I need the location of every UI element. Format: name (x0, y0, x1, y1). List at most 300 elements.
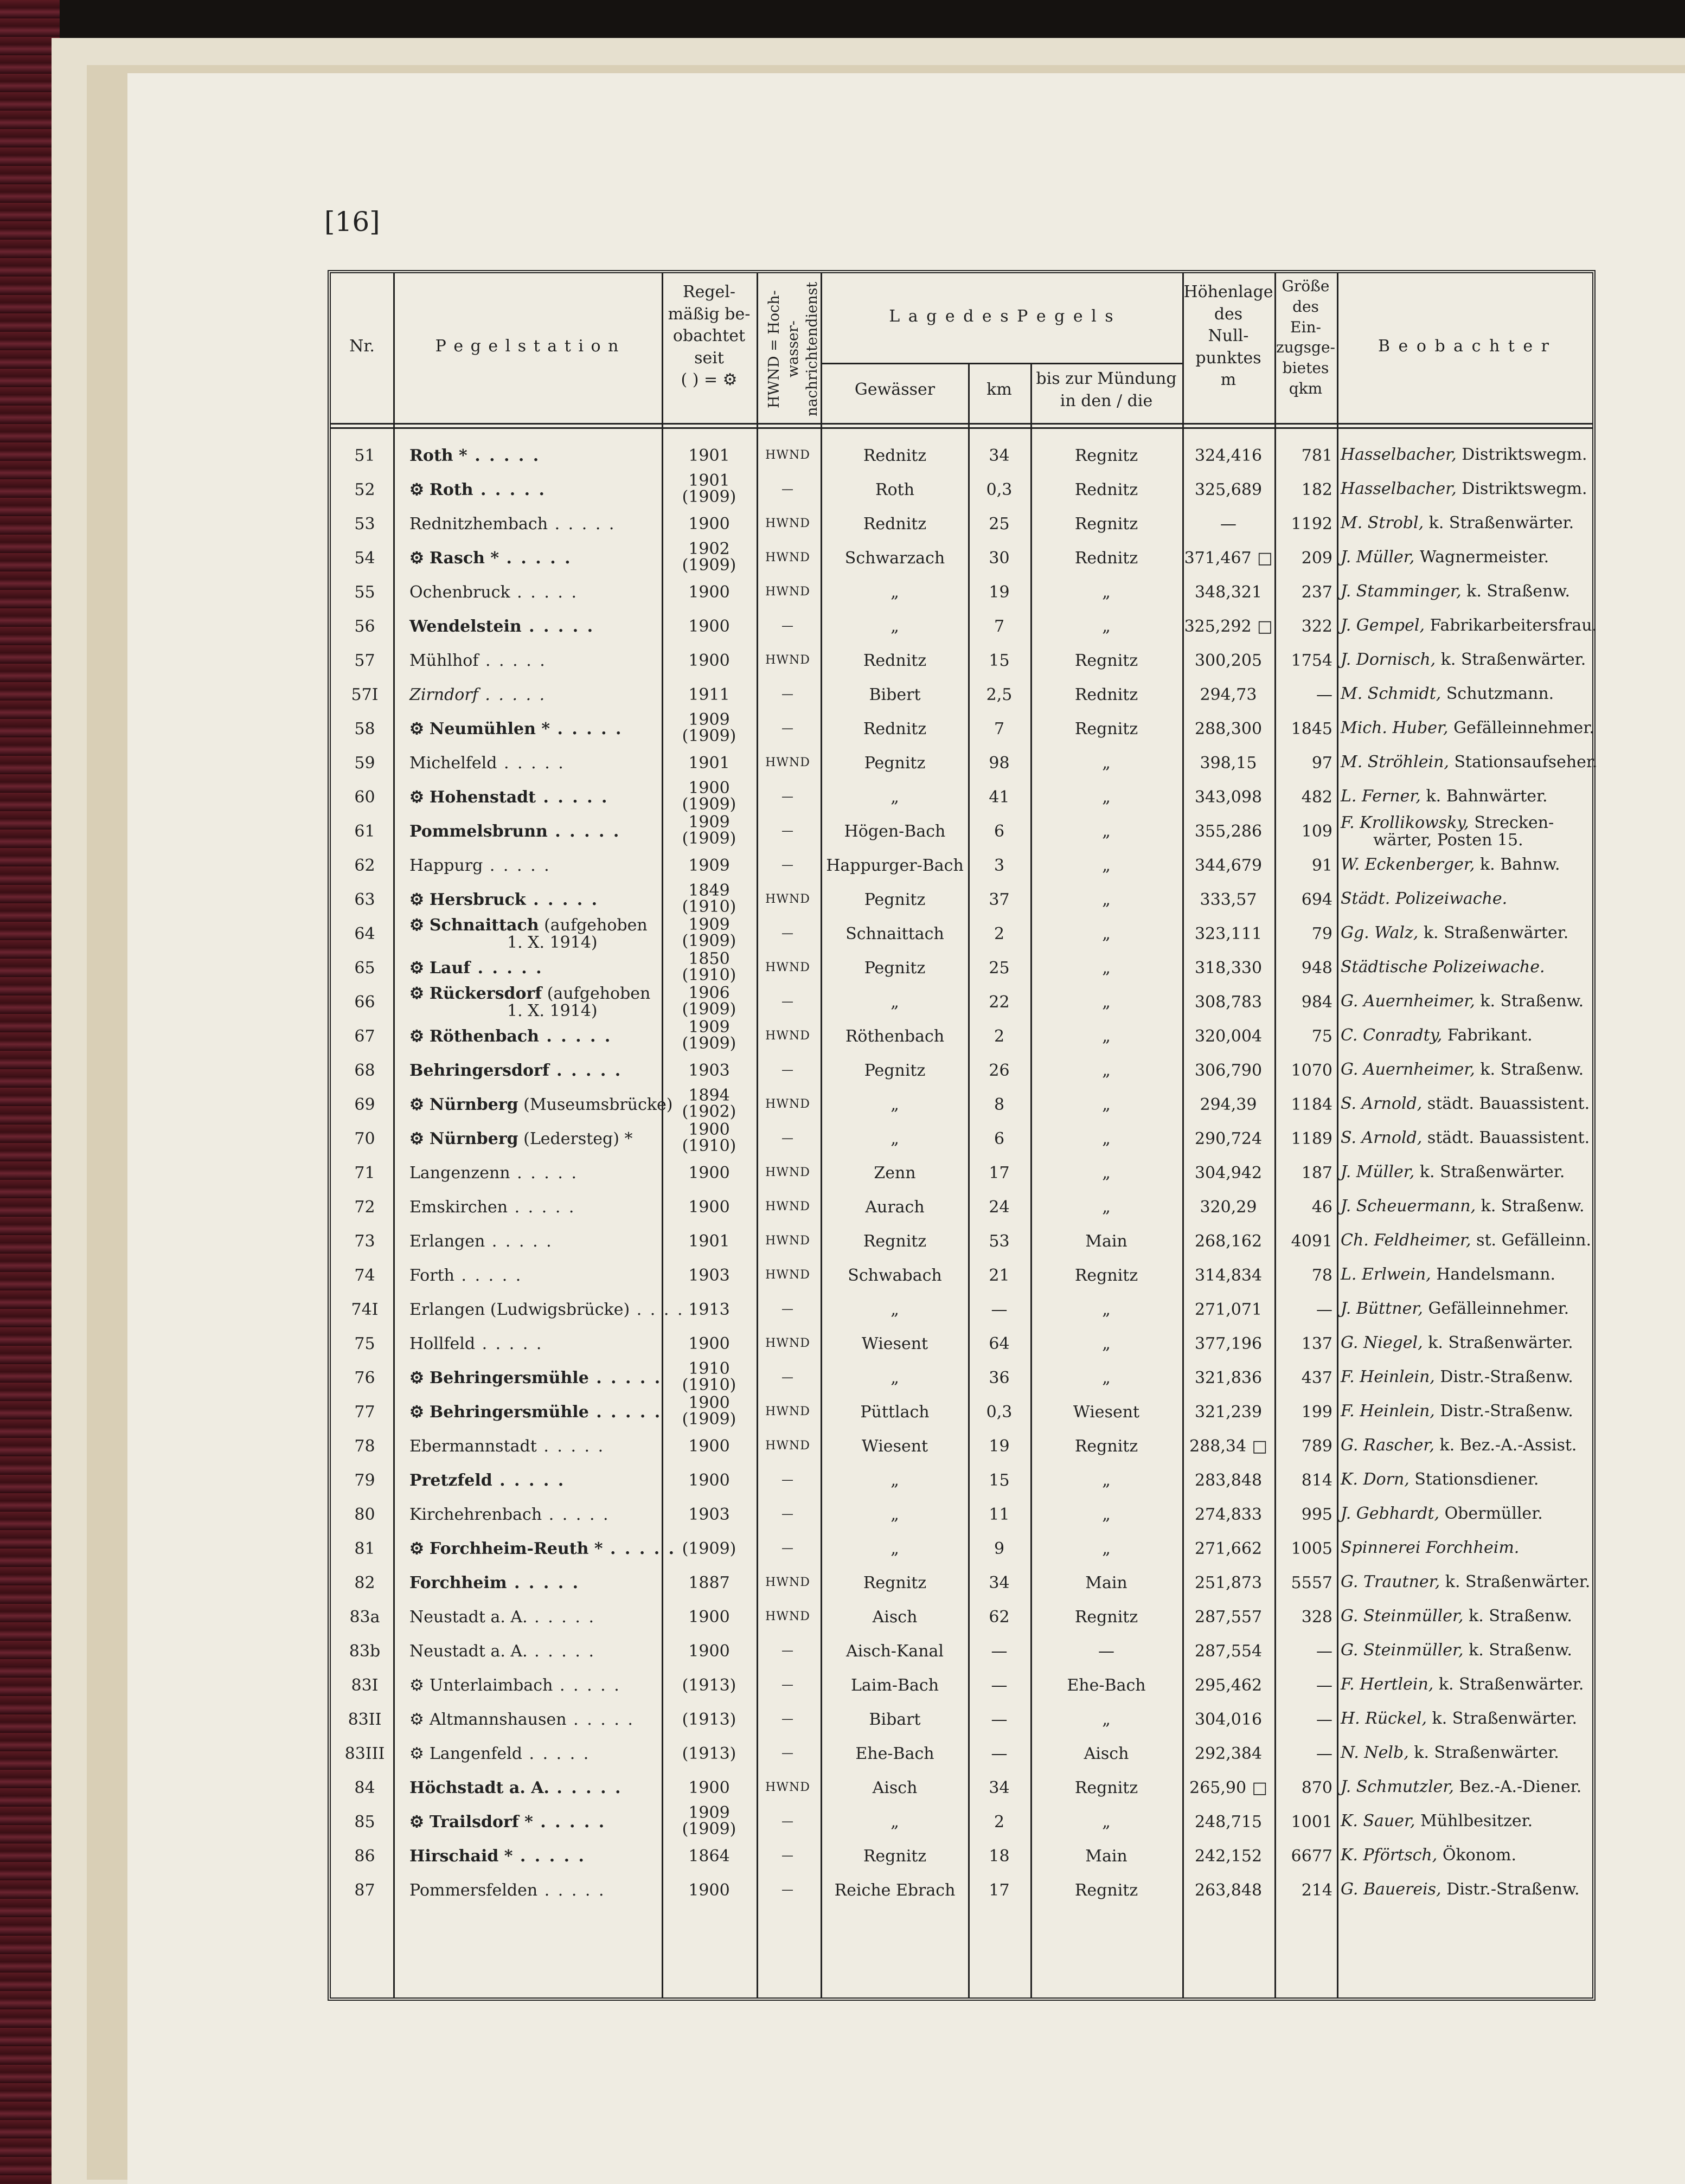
observer-name: J. Dornisch, (1341, 650, 1436, 669)
hwnd-flag: — (781, 995, 794, 1009)
groesse-line: zugsge- (1276, 338, 1336, 357)
station-label: Ebermannstadt (409, 1437, 537, 1456)
col-header-hwnd: HWND = Hoch-wasser-nachrichtendienst (766, 281, 821, 417)
observer-role: k. Bahnwärter. (1420, 787, 1548, 806)
year-value: 1900 (688, 1642, 730, 1661)
mouth-into: „ (1102, 754, 1111, 773)
mouth-into: „ (1102, 959, 1111, 978)
water-body: Pegnitz (864, 890, 926, 909)
mouth-into: „ (1102, 993, 1111, 1012)
station-label: Pommersfelden (409, 1881, 538, 1900)
leader-dots: . . . . . (526, 890, 599, 909)
col-header-muendung (1030, 368, 1182, 412)
observed-since (664, 1608, 754, 1627)
station-name (393, 917, 659, 952)
water-body: Reiche Ebrach (834, 1881, 956, 1900)
year-value: (1910) (682, 897, 736, 916)
mouth-into: „ (1102, 924, 1111, 943)
height-value: 343,098 (1194, 788, 1263, 807)
zero-point-height (1182, 1744, 1274, 1763)
year-value: 1903 (688, 1505, 730, 1524)
observer-name: L. Erlwein, (1341, 1265, 1431, 1284)
observer-role: k. Straßenw. (1476, 1197, 1585, 1216)
catchment-area: 1001 (1291, 1813, 1332, 1832)
observed-since (664, 541, 754, 574)
year-value: 1900 (688, 617, 730, 636)
row-number: 53 (354, 515, 375, 534)
station-label: Röthenbach (429, 1027, 539, 1046)
distance-km: 34 (989, 1778, 1010, 1797)
height-value: 306,790 (1194, 1061, 1263, 1080)
station-name (393, 1744, 659, 1763)
catchment-area: 79 (1311, 924, 1332, 943)
observer-name: G. Trautner, (1341, 1572, 1440, 1591)
observer-role: Gefälleinnehmer. (1448, 718, 1594, 737)
hwnd-flag: — (781, 927, 794, 940)
observer-name: G. Rascher, (1341, 1436, 1434, 1455)
catchment-area: 199 (1301, 1403, 1332, 1422)
zero-point-height (1182, 788, 1274, 807)
height-value: 271,662 (1194, 1539, 1263, 1558)
row-number: 55 (354, 583, 375, 602)
since-line: ( ) = ⚙ (681, 370, 738, 389)
height-value: 398,15 (1200, 754, 1257, 773)
station-name (393, 788, 659, 807)
row-number: 71 (354, 1164, 375, 1183)
distance-km: 15 (989, 1471, 1010, 1490)
mouth-into: Regnitz (1074, 1881, 1138, 1900)
groesse-line: qkm (1289, 379, 1323, 397)
observer-name: S. Arnold, (1341, 1128, 1423, 1147)
height-value: 263,848 (1194, 1881, 1263, 1900)
header-rule-double (331, 427, 1592, 429)
station-note: 1. X. 1914) (507, 1001, 598, 1020)
leader-dots: . . . . . (630, 1300, 698, 1319)
table-row (331, 644, 1592, 677)
leader-dots: . . . . . (485, 1232, 553, 1251)
catchment-area: 137 (1301, 1334, 1332, 1353)
hwnd-flag: — (781, 688, 794, 701)
station-name (393, 1608, 659, 1627)
observed-since (664, 617, 754, 636)
catchment-area: 948 (1301, 959, 1332, 978)
table-row (331, 883, 1592, 916)
leader-dots: . . . . . (483, 856, 551, 875)
hwnd-flag: — (781, 1541, 794, 1555)
observer-name: M. Strobl, (1341, 513, 1424, 532)
since-line: obachtet (672, 326, 746, 345)
row-number: 83I (351, 1676, 379, 1695)
station-name (393, 1642, 659, 1661)
catchment-area: 4091 (1291, 1232, 1332, 1251)
row-number: 81 (354, 1539, 375, 1558)
observer-name: C. Conradty, (1341, 1026, 1443, 1045)
year-value: 1850 (688, 949, 730, 968)
station-label: Hirschaid * (409, 1847, 513, 1866)
row-number: 58 (354, 720, 375, 738)
catchment-area: 78 (1311, 1266, 1332, 1285)
hwnd-flag: HWND (765, 1268, 810, 1282)
observer (1341, 617, 1596, 634)
height-value: 348,321 (1194, 583, 1263, 602)
catchment-area: 437 (1301, 1369, 1332, 1388)
catchment-area: 984 (1301, 993, 1332, 1012)
water-body: Bibert (869, 685, 921, 704)
observer (1341, 1573, 1596, 1591)
row-number: 57 (354, 651, 375, 670)
hwnd-flag: — (781, 824, 794, 838)
hwnd-flag: HWND (765, 653, 810, 667)
height-value: 242,152 (1194, 1847, 1263, 1866)
observed-since (664, 712, 754, 744)
distance-km: 25 (989, 515, 1010, 534)
mouth-into: Regnitz (1074, 1437, 1138, 1456)
mouth-into: „ (1102, 1198, 1111, 1217)
table-row (331, 473, 1592, 506)
zero-point-height (1182, 959, 1274, 978)
catchment-area: 482 (1301, 788, 1332, 807)
observer (1341, 1129, 1596, 1147)
height-value: 248,715 (1194, 1813, 1263, 1832)
year-value: 1887 (688, 1573, 730, 1592)
leader-dots: . . . . . (470, 959, 543, 978)
table-row (331, 1668, 1592, 1702)
observer-role: k. Straßenw. (1463, 1607, 1572, 1626)
zero-point-height (1182, 1847, 1274, 1866)
height-value: 314,834 (1194, 1266, 1263, 1285)
gauge-symbol-icon: ⚙ (409, 1676, 424, 1695)
station-label: Trailsdorf * (429, 1813, 533, 1832)
table-row (331, 1122, 1592, 1155)
observer (1341, 549, 1596, 566)
station-label: Forchheim-Reuth * (429, 1539, 603, 1558)
muendung-line: in den / die (1060, 391, 1153, 410)
water-body: Regnitz (863, 1847, 927, 1866)
station-label: Happurg (409, 856, 483, 875)
observer-name: F. Heinlein, (1341, 1402, 1435, 1421)
observer-role: Mühlbesitzer. (1415, 1812, 1533, 1830)
row-number: 85 (354, 1813, 375, 1832)
observer-name: G. Niegel, (1341, 1333, 1423, 1352)
zero-point-height (1182, 1676, 1274, 1695)
gauge-symbol-icon: ⚙ (409, 1129, 424, 1148)
height-value: 294,73 (1200, 685, 1257, 704)
station-label: Michelfeld (409, 754, 497, 773)
observer (1341, 720, 1596, 737)
observer-name: W. Eckenberger, (1341, 855, 1475, 874)
water-body: Regnitz (863, 1573, 927, 1592)
hwnd-flag: HWND (765, 1576, 810, 1589)
observer-name: L. Ferner, (1341, 787, 1421, 806)
mouth-into: Rednitz (1074, 549, 1138, 568)
height-value: 288,34 (1189, 1437, 1247, 1456)
mouth-into: Aisch (1084, 1744, 1129, 1763)
zero-point-height (1182, 515, 1274, 534)
water-body: Aisch (872, 1778, 918, 1797)
distance-km: 36 (989, 1369, 1010, 1388)
height-value: 287,557 (1194, 1608, 1263, 1627)
hwnd-flag: HWND (765, 756, 810, 769)
observer (1341, 446, 1596, 464)
benchmark-icon: □ (1251, 549, 1273, 568)
observer-role: Stationsdiener. (1409, 1470, 1539, 1489)
station-label: Lauf (429, 959, 471, 978)
mouth-into: Regnitz (1074, 446, 1138, 465)
row-number: 80 (354, 1505, 375, 1524)
station-label: Kirchehrenbach (409, 1505, 542, 1524)
observed-since (664, 1573, 754, 1592)
year-value: 1902 (688, 539, 730, 558)
row-number: 57I (351, 685, 379, 704)
hoehe-line: m (1220, 370, 1236, 389)
catchment-area: 1845 (1291, 720, 1332, 738)
water-body: Pegnitz (864, 959, 926, 978)
observer-name: M. Schmidt, (1341, 684, 1441, 703)
table-row (331, 712, 1592, 746)
table-row (331, 849, 1592, 882)
zero-point-height (1182, 1642, 1274, 1661)
observed-since (664, 685, 754, 704)
station-name (393, 1300, 698, 1319)
mouth-into: „ (1102, 788, 1111, 807)
height-value: 283,848 (1194, 1471, 1263, 1490)
station-name (393, 1129, 659, 1148)
observer-name: K. Sauer, (1341, 1812, 1415, 1830)
hwnd-flag: HWND (765, 1405, 810, 1418)
year-value: 1909 (688, 710, 730, 729)
leader-dots: . . . . . (536, 1437, 605, 1456)
mouth-into: — (1098, 1642, 1114, 1661)
table-row (331, 814, 1592, 848)
observed-since (664, 1778, 754, 1797)
col-header-hoehenlage (1182, 281, 1274, 391)
leader-dots: . . . . . (603, 1539, 676, 1558)
station-name (393, 1710, 659, 1729)
station-name (393, 1813, 659, 1832)
station-name (393, 617, 659, 636)
height-value: 308,783 (1194, 993, 1263, 1012)
row-number: 83II (348, 1710, 382, 1729)
groesse-line: des (1292, 297, 1319, 316)
table-row (331, 1839, 1592, 1873)
year-value: 1900 (688, 779, 730, 798)
gauge-symbol-icon: ⚙ (409, 1369, 424, 1388)
zero-point-height (1182, 1471, 1274, 1490)
observer-name: Ch. Feldheimer, (1341, 1231, 1471, 1250)
leader-dots: . . . . . (549, 1778, 623, 1797)
observer (1341, 1198, 1596, 1215)
zero-point-height (1182, 685, 1274, 704)
groesse-line: Größe (1282, 277, 1330, 295)
station-name (393, 1403, 662, 1422)
observer (1341, 1334, 1596, 1352)
height-value: 292,384 (1194, 1744, 1263, 1763)
row-number: 83III (344, 1744, 385, 1763)
observer-name: J. Gebhardt, (1341, 1504, 1440, 1523)
year-value: (1913) (682, 1710, 736, 1729)
zero-point-height (1182, 1198, 1274, 1217)
since-line: seit (694, 348, 724, 368)
table-row (331, 1703, 1592, 1736)
lage-subheader-rule (822, 363, 1182, 364)
observed-since (664, 1642, 754, 1661)
catchment-area: 46 (1311, 1198, 1332, 1217)
leader-dots: . . . . . (499, 549, 572, 568)
gauge-symbol-icon: ⚙ (409, 720, 424, 738)
table-row (331, 439, 1592, 472)
groesse-line: bietes (1282, 359, 1329, 377)
observer-role: Handelsmann. (1431, 1265, 1556, 1284)
mouth-into: „ (1102, 856, 1111, 875)
leader-dots: . . . . . (473, 480, 546, 499)
observer-name: H. Rückel, (1341, 1709, 1427, 1728)
table-row (331, 1771, 1592, 1804)
catchment-area: 6677 (1291, 1847, 1332, 1866)
leader-dots: . . . . . (522, 1744, 591, 1763)
mouth-into: „ (1102, 1505, 1111, 1524)
observed-since (664, 1361, 754, 1393)
station-name (393, 1061, 659, 1080)
col-header-nr: Nr. (349, 337, 375, 356)
catchment-area: 781 (1301, 446, 1332, 465)
year-value: 1909 (688, 1803, 730, 1822)
hwnd-flag: — (781, 1883, 794, 1897)
zero-point-height (1182, 822, 1274, 841)
gauge-station-table (328, 270, 1596, 2001)
leader-dots: . . . . . (475, 1334, 543, 1353)
catchment-area: 1070 (1291, 1061, 1332, 1080)
water-body: „ (890, 993, 899, 1012)
year-value: 1900 (688, 1334, 730, 1353)
row-number: 60 (354, 788, 375, 807)
water-body: Pegnitz (864, 1061, 926, 1080)
observer-name: Spinnerei Forchheim. (1341, 1538, 1520, 1557)
height-value: 300,205 (1194, 651, 1263, 670)
distance-km: 3 (994, 856, 1005, 875)
leader-dots: . . . . . (527, 1608, 595, 1627)
groesse-line: Ein- (1290, 318, 1321, 336)
year-value: (1909) (682, 1034, 736, 1053)
station-label: Forchheim (409, 1573, 507, 1592)
distance-km: — (991, 1676, 1008, 1695)
row-number: 63 (354, 890, 375, 909)
height-value: 333,57 (1200, 890, 1257, 909)
hwnd-flag: — (781, 858, 794, 872)
year-value: 1901 (688, 471, 730, 490)
year-value: (1910) (682, 1136, 736, 1155)
station-label: Pommelsbrunn (409, 822, 548, 841)
distance-km: 0,3 (986, 1403, 1013, 1422)
water-body: Schwarzach (844, 549, 945, 568)
zero-point-height (1182, 1266, 1274, 1285)
observer (1341, 1369, 1596, 1386)
station-label: Forth (409, 1266, 454, 1285)
observed-since (664, 515, 754, 534)
book-binding (0, 0, 60, 2184)
water-body: Püttlach (860, 1403, 930, 1422)
observed-since (664, 1088, 754, 1120)
station-name (393, 1505, 659, 1524)
row-number: 54 (354, 549, 375, 568)
station-name (393, 1334, 659, 1353)
water-body: „ (890, 1369, 899, 1388)
observer-role: k. Straßenwärter. (1436, 650, 1586, 669)
observer (1341, 1300, 1596, 1318)
station-note: (aufgehoben (542, 984, 651, 1003)
distance-km: 2,5 (986, 685, 1013, 704)
observer-role: Obermüller. (1439, 1504, 1543, 1523)
observed-since (664, 1505, 754, 1524)
catchment-area: 75 (1311, 1027, 1332, 1046)
leader-dots: . . . . . (566, 1710, 635, 1729)
hwnd-flag: — (781, 1063, 794, 1077)
table-row (331, 1327, 1592, 1360)
leader-dots: . . . . . (454, 1266, 523, 1285)
leader-dots: . . . . . (492, 1471, 566, 1490)
observer-role: Wagnermeister. (1414, 548, 1549, 567)
observed-since (664, 1061, 754, 1080)
mouth-into: Rednitz (1074, 480, 1138, 499)
observer (1341, 1403, 1596, 1420)
observer-role: k. Straßenw. (1475, 1060, 1584, 1079)
station-name (393, 1164, 659, 1183)
water-body: Bibart (869, 1710, 921, 1729)
distance-km: 19 (989, 583, 1010, 602)
water-body: Röthenbach (845, 1027, 945, 1046)
height-value: 288,300 (1194, 720, 1263, 738)
table-row (331, 1395, 1592, 1429)
zero-point-height (1182, 1232, 1274, 1251)
year-value: (1910) (682, 1376, 736, 1395)
observed-since (664, 985, 754, 1018)
station-name (393, 1437, 659, 1456)
row-number: 83b (349, 1642, 381, 1661)
row-number: 74 (354, 1266, 375, 1285)
mouth-into: Regnitz (1074, 1778, 1138, 1797)
distance-km: 2 (994, 924, 1005, 943)
observer-role: st. Gefälleinn. (1471, 1231, 1592, 1250)
observer-role: Distr.-Straßenw. (1441, 1880, 1580, 1899)
year-value: 1849 (688, 881, 730, 900)
observer (1341, 959, 1596, 976)
year-value: 1910 (688, 1359, 730, 1378)
mouth-into: Regnitz (1074, 1266, 1138, 1285)
year-value: 1900 (688, 651, 730, 670)
water-body: Pegnitz (864, 754, 926, 773)
gauge-symbol-icon: ⚙ (409, 1403, 424, 1422)
station-label: Roth * (409, 446, 467, 465)
catchment-area: 995 (1301, 1505, 1332, 1524)
water-body: Ehe-Bach (855, 1744, 934, 1763)
station-label: Neustadt a. A. (409, 1608, 528, 1627)
observed-since (664, 754, 754, 773)
zero-point-height (1182, 1027, 1274, 1046)
hwnd-flag: HWND (765, 1234, 810, 1248)
mouth-into: Regnitz (1074, 515, 1138, 534)
catchment-area: 5557 (1291, 1573, 1332, 1592)
height-value: 323,111 (1194, 924, 1263, 943)
observer-role: k. Straßenwärter. (1408, 1743, 1559, 1762)
catchment-area: 1192 (1291, 515, 1332, 534)
table-row (331, 780, 1592, 814)
year-value: 1900 (688, 515, 730, 534)
mouth-into: „ (1102, 617, 1111, 636)
observed-since (664, 446, 754, 465)
since-line: mäßig be- (668, 304, 751, 324)
observer-role: Schutzmann. (1441, 684, 1554, 703)
water-body: Roth (875, 480, 915, 499)
row-number: 86 (354, 1847, 375, 1866)
